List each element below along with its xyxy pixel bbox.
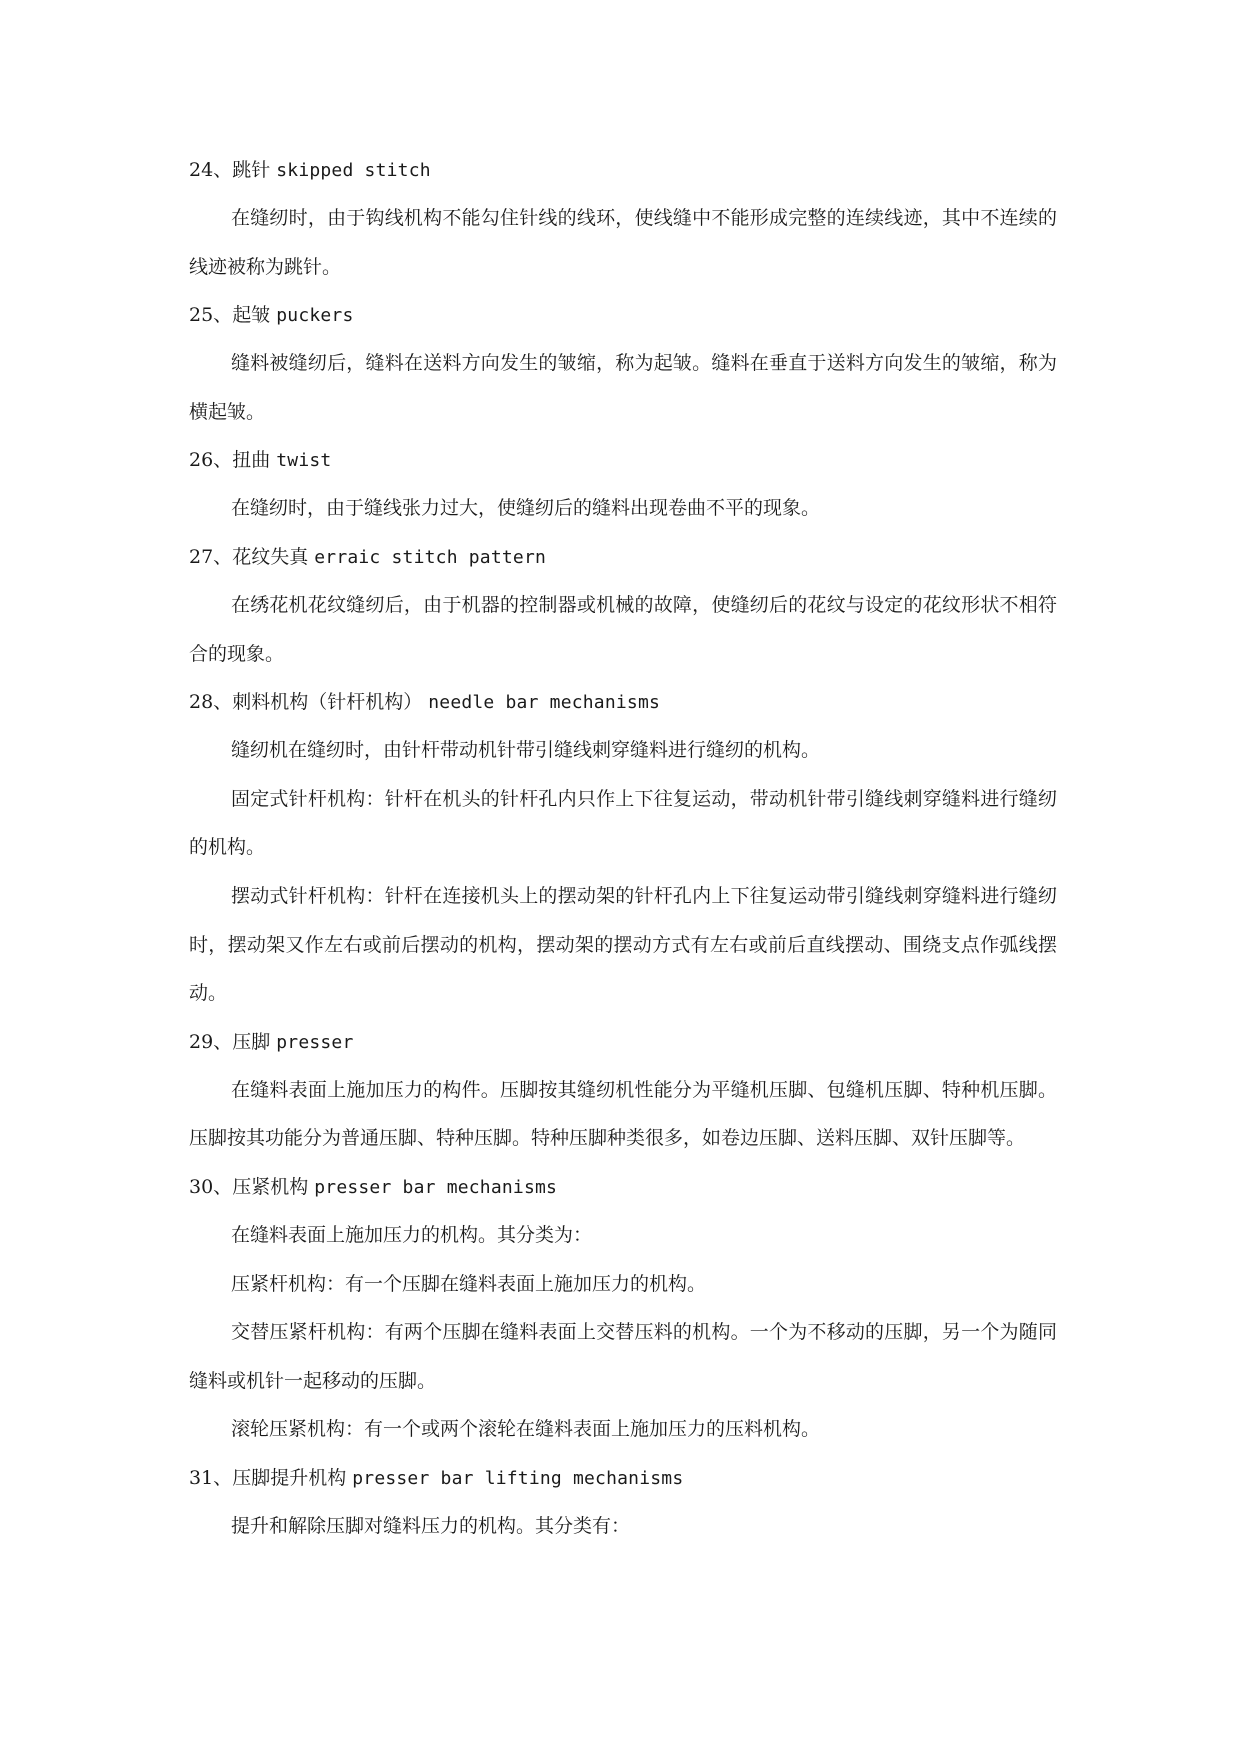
heading-en: skipped stitch (276, 160, 431, 181)
section-heading-29 (189, 1030, 1057, 1054)
heading-en: presser (276, 1031, 354, 1053)
heading-en: presser bar lifting mechanisms (352, 1467, 684, 1489)
heading-cn: 扭曲 (232, 449, 271, 472)
section-heading-25 (189, 303, 1057, 327)
heading-number: 29、 (189, 1030, 233, 1053)
section-heading-27 (189, 545, 1057, 569)
paragraph: 在缝料表面上施加压力的机构。其分类为： (231, 1223, 593, 1246)
paragraph: 滚轮压紧机构：有一个或两个滚轮在缝料表面上施加压力的压料机构。 (231, 1418, 821, 1441)
paragraph: 缝料被缝纫后，缝料在送料方向发生的皱缩，称为起皱。缝料在垂直于送料方向发生的皱缩，称为横起皱。 (189, 352, 1057, 423)
paragraph: 固定式针杆机构：针杆在机头的针杆孔内只作上下往复运动，带动机针带引缝线刺穿缝料进行缝纫的机构。 (189, 787, 1057, 859)
heading-number: 27、 (189, 545, 233, 568)
heading-number: 30、 (189, 1175, 233, 1198)
heading-cn: 刺料机构（针杆机构） (232, 691, 423, 714)
section-heading-30 (189, 1175, 1057, 1199)
paragraph: 在缝纫时，由于缝线张力过大，使缝纫后的缝料出现卷曲不平的现象。 (231, 497, 821, 520)
heading-number: 25、 (189, 304, 233, 327)
paragraph: 摆动式针杆机构：针杆在连接机头上的摆动架的针杆孔内上下往复运动带引缝线刺穿缝料进行缝纫时，摆动架又作左右或前后摆动的机构，摆动架的摆动方式有左右或前后直线摆动、围绕支点作弧线摆动。 (189, 884, 1057, 1005)
heading-en: needle bar mechanisms (428, 692, 661, 714)
heading-cn: 起皱 (232, 304, 271, 327)
heading-en: puckers (276, 305, 354, 327)
paragraph: 在绣花机花纹缝纫后，由于机器的控制器或机械的故障，使缝纫后的花纹与设定的花纹形状不相符合的现象。 (189, 593, 1057, 665)
heading-cn: 压紧机构 (232, 1175, 309, 1198)
section-heading-31 (189, 1466, 1057, 1490)
heading-number: 31、 (189, 1466, 233, 1489)
section-heading-28 (189, 690, 1057, 714)
paragraph: 压紧杆机构：有一个压脚在缝料表面上施加压力的机构。 (231, 1272, 707, 1295)
heading-number: 24、 (189, 159, 233, 181)
heading-en: erraic stitch pattern (314, 546, 547, 568)
paragraph: 缝纫机在缝纫时，由针杆带动机针带引缝线刺穿缝料进行缝纫的机构。 (231, 739, 821, 762)
heading-cn: 花纹失真 (232, 545, 309, 568)
paragraph: 在缝纫时，由于钩线机构不能勾住针线的线环，使线缝中不能形成完整的连续线迹，其中不连续的线迹被称为跳针。 (189, 207, 1057, 278)
paragraph: 在缝料表面上施加压力的构件。压脚按其缝纫机性能分为平缝机压脚、包缝机压脚、特种机压脚。 压脚按其功能分为普通压脚、特种压脚。特种压脚种类很多，如卷边压脚、送料压脚、双针压脚等。 (189, 1078, 1057, 1150)
heading-cn: 压脚提升机构 (232, 1466, 347, 1489)
paragraph: 提升和解除压脚对缝料压力的机构。其分类有： (231, 1514, 631, 1537)
heading-en: twist (276, 450, 332, 472)
heading-number: 26、 (189, 449, 233, 472)
heading-cn: 压脚 (232, 1030, 271, 1053)
section-heading-26 (189, 448, 1057, 472)
section-heading-24 (189, 158, 1057, 182)
heading-cn: 跳针 (232, 159, 271, 181)
heading-number: 28、 (189, 691, 233, 714)
document-body (189, 158, 1057, 1562)
paragraph: 交替压紧杆机构：有两个压脚在缝料表面上交替压料的机构。一个为不移动的压脚，另一个为随同缝料或机针一起移动的压脚。 (189, 1321, 1057, 1392)
heading-en: presser bar mechanisms (314, 1176, 558, 1198)
